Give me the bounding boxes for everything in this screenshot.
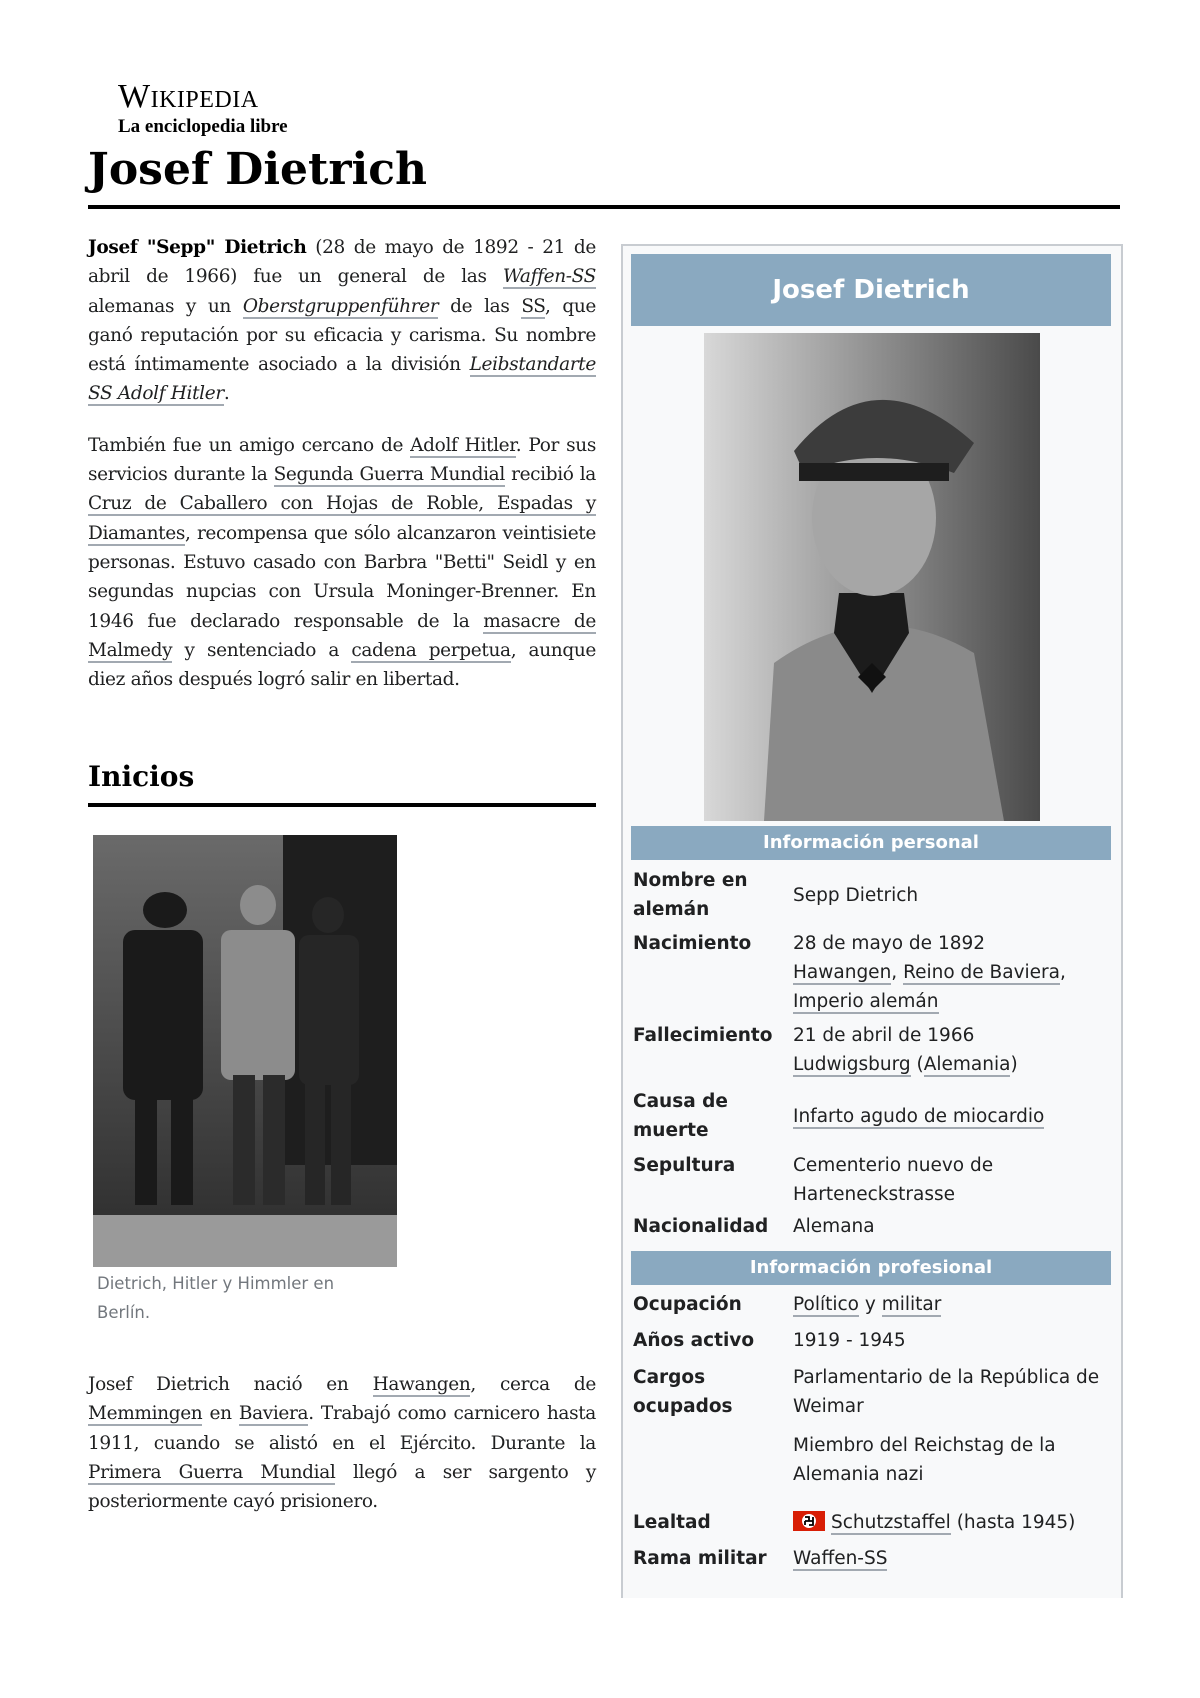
text: de las: [438, 295, 522, 317]
ss-flag-icon: [793, 1511, 825, 1531]
link-politico[interactable]: Político: [793, 1294, 859, 1315]
portrait-photo[interactable]: [704, 333, 1040, 821]
link-hawangen[interactable]: Hawangen: [372, 1374, 471, 1395]
link-cadena-perpetua[interactable]: cadena perpetua: [351, 639, 511, 661]
link-ludwigsburg[interactable]: Ludwigsburg: [793, 1054, 911, 1075]
value-nacimiento: 28 de mayo de 1892 Hawangen, Reino de Baviera, Imperio alemán: [793, 933, 1066, 1012]
label-anos-activo: Años activo: [633, 1330, 755, 1351]
value-ocupacion: [793, 1290, 1111, 1319]
portrait-placeholder-graphic: [704, 333, 1040, 821]
link-hawangen-birth[interactable]: Hawangen: [793, 962, 892, 983]
infobox-title: Josef Dietrich: [631, 254, 1111, 326]
text: También fue un amigo cercano de: [88, 434, 411, 456]
link-cruz-de-caballero[interactable]: Cruz de Caballero con Hojas de Roble, Espadas y Diamantes: [88, 493, 596, 544]
cargo-2: Miembro del Reichstag de la Alemania nazi: [793, 1435, 1056, 1485]
label-fallecimiento: Fallecimiento: [633, 1025, 773, 1046]
text: , que ganó reputación por su eficacia y carisma. Su nombre está íntimamente asociado a la división: [88, 295, 596, 376]
label-sepultura: Sepultura: [633, 1155, 736, 1176]
page-title: Josef Dietrich: [88, 144, 428, 195]
link-baviera[interactable]: Baviera: [238, 1403, 309, 1425]
text: . Trabajó como carnicero hasta 1911, cuando se alistó en el Ejército. Durante la: [88, 1403, 596, 1454]
value-nombre: Sepp Dietrich: [793, 885, 919, 906]
text: y sentenciado a: [172, 639, 352, 661]
article-intro: [88, 233, 596, 716]
birth-date: 28 de mayo de 1892: [793, 933, 986, 954]
figure-caption: Dietrich, Hitler y Himmler en Berlín.: [97, 1274, 335, 1322]
value-cargos: [793, 1363, 1111, 1489]
figure-inicios: [93, 835, 399, 1327]
link-primera-guerra-mundial[interactable]: Primera Guerra Mundial: [88, 1461, 336, 1483]
link-segunda-guerra-mundial[interactable]: Segunda Guerra Mundial: [273, 464, 505, 486]
text: (28 de mayo de 1892 - 21 de abril de 1966) fue un general de las: [88, 237, 596, 288]
label-nacimiento: Nacimiento: [633, 933, 752, 954]
value-nacionalidad: Alemana: [793, 1216, 875, 1237]
label-causa: Causa de muerte: [633, 1091, 728, 1141]
value-anos-activo: 1919 - 1945: [793, 1330, 906, 1351]
text: llegó a ser sargento y posteriormente cayó prisionero.: [88, 1461, 596, 1513]
text: y: [858, 1294, 882, 1315]
link-oberstgruppenfuhrer[interactable]: Oberstgruppenführer: [242, 295, 439, 317]
infobox-section-personal: Información personal: [631, 826, 1111, 860]
death-date: 21 de abril de 1966: [793, 1025, 975, 1046]
value-rama: [793, 1544, 1111, 1573]
link-memmingen[interactable]: Memmingen: [88, 1403, 203, 1425]
inicios-text: [88, 1370, 596, 1538]
logo-tagline: La enciclopedia libre: [118, 116, 288, 137]
section-divider: [88, 803, 596, 807]
value-lealtad: [793, 1508, 1111, 1537]
wikipedia-logo[interactable]: [118, 80, 318, 138]
label-ocupacion: Ocupación: [633, 1294, 742, 1315]
subject-name: Josef "Sepp" Dietrich: [88, 237, 307, 258]
label-cargos: Cargos ocupados: [633, 1367, 733, 1417]
link-imperio-aleman[interactable]: Imperio alemán: [793, 991, 939, 1012]
intro-paragraph-1: [88, 233, 596, 409]
infobox-section-profesional: Información profesional: [631, 1251, 1111, 1285]
text: recibió la: [504, 464, 596, 486]
text: , cerca de: [470, 1374, 596, 1395]
photo-dietrich-hitler-himmler[interactable]: [93, 835, 397, 1267]
photo-placeholder-graphic: [93, 835, 397, 1267]
text: Josef Dietrich nació en: [88, 1374, 373, 1395]
link-waffen-ss-rama[interactable]: Waffen-SS: [793, 1548, 888, 1569]
label-lealtad: Lealtad: [633, 1512, 711, 1533]
text: alemanas y un: [88, 295, 243, 317]
text: , aunque diez años después logró salir en libertad.: [88, 639, 597, 691]
title-divider: [88, 205, 1120, 209]
link-reino-de-baviera[interactable]: Reino de Baviera: [903, 962, 1060, 983]
link-schutzstaffel[interactable]: Schutzstaffel: [831, 1512, 951, 1533]
inicios-paragraph: [88, 1370, 596, 1516]
text: , recompensa que sólo alcanzaron veintisiete personas. Estuvo casado con Barbra "Betti" Seidl y en segundas nupcias con Ursula Moninger-Brenner. En 1946 fue declarado responsable de la: [88, 522, 596, 632]
section-heading-inicios: Inicios: [88, 760, 195, 793]
value-causa: [793, 1102, 1111, 1131]
logo-wordmark: Wikipedia: [118, 78, 259, 115]
value-sepultura: Cementerio nuevo de Harteneckstrasse: [793, 1155, 994, 1205]
link-alemania[interactable]: Alemania: [923, 1054, 1011, 1075]
link-adolf-hitler[interactable]: Adolf Hitler: [410, 434, 516, 456]
label-nacionalidad: Nacionalidad: [633, 1216, 769, 1237]
label-rama: Rama militar: [633, 1548, 767, 1569]
link-ss[interactable]: SS: [521, 295, 545, 317]
value-fallecimiento: 21 de abril de 1966 Ludwigsburg (Alemania): [793, 1025, 1018, 1075]
text: (hasta 1945): [950, 1512, 1076, 1533]
infobox: [621, 244, 1123, 1598]
text: .: [223, 383, 230, 405]
text: en: [202, 1403, 239, 1425]
intro-paragraph-2: [88, 431, 596, 695]
link-militar[interactable]: militar: [881, 1294, 942, 1315]
link-infarto[interactable]: Infarto agudo de miocardio: [793, 1106, 1045, 1127]
link-leibstandarte[interactable]: Leibstandarte SS Adolf Hitler: [88, 354, 596, 405]
label-nombre: Nombre en alemán: [633, 870, 748, 920]
link-masacre-de-malmedy[interactable]: masacre de Malmedy: [88, 610, 597, 661]
cargo-1: Parlamentario de la República de Weimar: [793, 1367, 1100, 1417]
link-waffen-ss[interactable]: Waffen-SS: [502, 266, 596, 288]
text: . Por sus servicios durante la: [88, 434, 596, 486]
